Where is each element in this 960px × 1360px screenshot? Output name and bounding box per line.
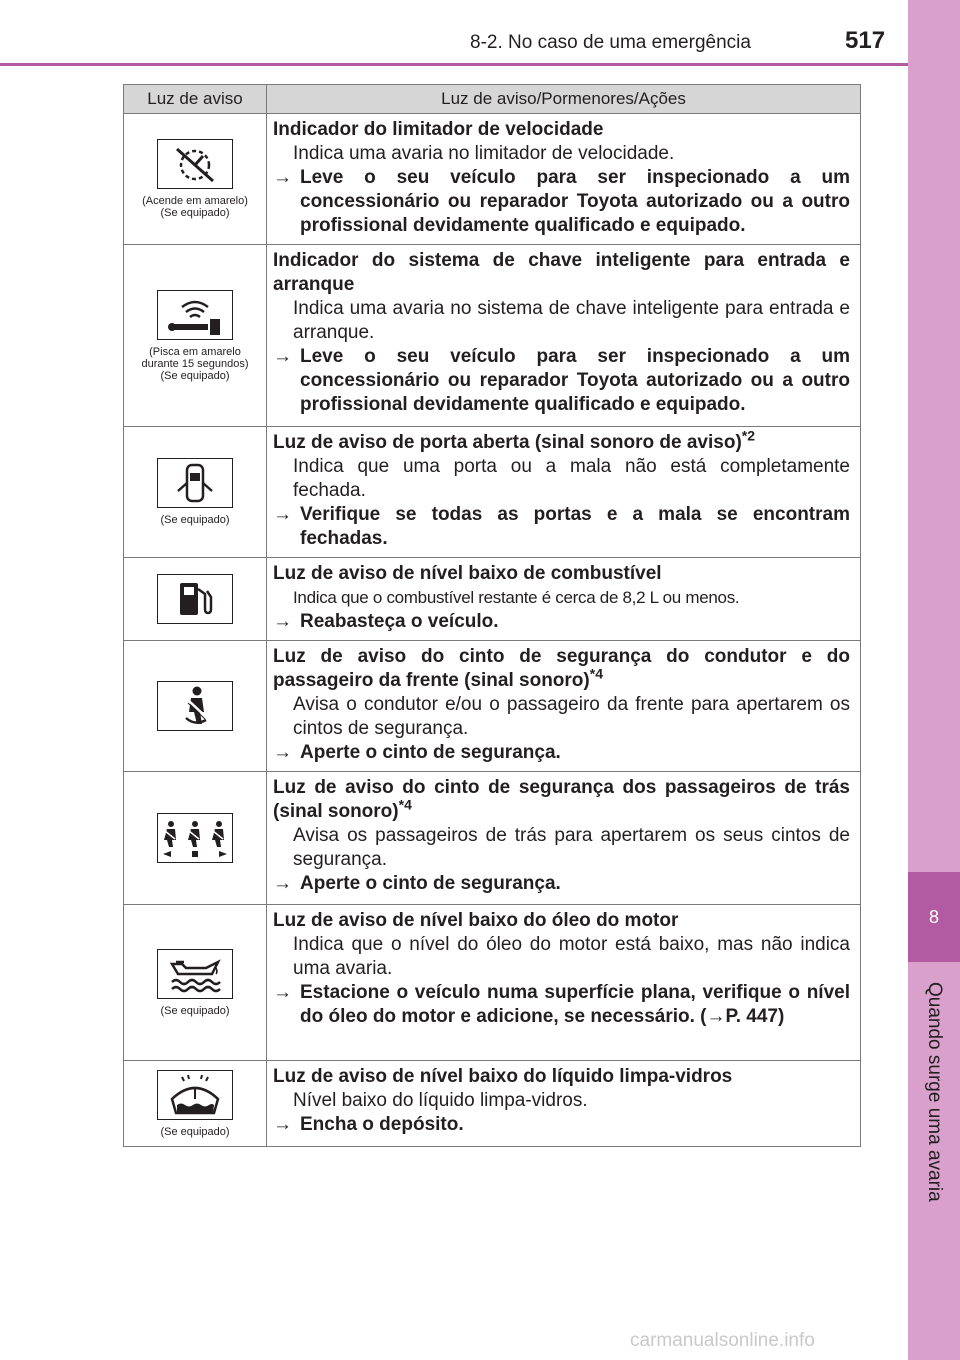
table-row [124,772,861,905]
text-cell [267,427,861,558]
icon-cell [124,245,267,427]
warning-action [273,872,850,896]
oil-level-icon [157,949,233,999]
warning-description: Avisa o condutor e/ou o passageiro da frente para apertarem os cintos de segurança. [293,694,850,739]
warning-title [273,562,850,586]
warning-title-text: Luz de aviso do cinto de segurança dos passageiros de trás (sinal sonoro) [273,777,850,822]
warning-description: Indica uma avaria no sistema de chave inteligente para entrada e arranque. [293,298,850,343]
warning-title [273,776,850,824]
text-cell [267,641,861,772]
speed-limiter-icon [157,139,233,189]
table-row [124,641,861,772]
icon-note-text: (Se equipado) [160,1125,230,1138]
warning-title [273,118,850,142]
icon-cell [124,641,267,772]
icon-note-text: (Se equipado) [160,1004,230,1017]
warning-action-text: Aperte o cinto de segurança. [300,742,561,763]
warning-description: Indica que o nível do óleo do motor está baixo, mas não indica uma avaria. [293,934,850,979]
warning-action-text: Aperte o cinto de segurança. [300,873,561,894]
column-header-details: Luz de aviso/Pormenores/Ações [267,85,861,114]
footnote-marker: *4 [398,796,412,813]
warning-action-text: Verifique se todas as portas e a mala se encontram fechadas. [300,504,850,549]
arrow-icon: → [273,504,292,525]
warning-action-text: Estacione o veículo numa superfície plana, verifique o nível do óleo do motor e adicione, se necessário. (→P. 447) [300,982,850,1027]
table-row [124,245,861,427]
text-cell [267,245,861,427]
warning-description: Nível baixo do líquido limpa-vidros. [293,1090,588,1111]
footnote-marker: *4 [589,665,603,682]
warning-description: Indica que uma porta ou a mala não está completamente fechada. [293,456,850,501]
footnote-marker: *2 [741,427,756,444]
warning-title-text: Indicador do limitador de velocidade [273,119,604,140]
text-cell [267,558,861,641]
icon-note [135,514,255,526]
icon-note [135,1126,255,1138]
warning-action [273,981,850,1029]
washer-fluid-icon [157,1070,233,1120]
arrow-icon: → [273,1114,292,1135]
icon-cell [124,905,267,1061]
watermark: carmanualsonline.info [630,1330,815,1351]
warning-title-text: Luz de aviso de porta aberta (sinal sonoro de aviso) [273,432,742,453]
icon-cell [124,427,267,558]
chapter-number: 8 [928,906,939,927]
column-header-warning-light: Luz de aviso [124,85,267,114]
chapter-title: Quando surge uma avaria [924,982,945,1202]
warning-title-text: Luz de aviso de nível baixo de combustível [273,563,662,584]
warning-action [273,1113,850,1137]
icon-note-text: (Se equipado) [160,514,230,526]
table-row [124,114,861,245]
warning-description: Indica que o combustível restante é cerca de 8,2 L ou menos. [293,588,740,607]
arrow-icon: → [273,167,292,188]
table-row [124,427,861,558]
warning-title-text: Luz de aviso do cinto de segurança do condutor e do passageiro da frente (sinal sonoro) [273,646,850,691]
warning-action-text: Reabasteça o veículo. [300,611,499,632]
warning-action [273,345,850,417]
warning-title [273,645,850,693]
arrow-icon: → [273,611,292,632]
warning-action-text: Leve o seu veículo para ser inspecionado a um concessionário ou reparador Toyota autorizado ou a outro profissional devidamente qualificado e equipado. [300,346,850,415]
warning-description: Avisa os passageiros de trás para apertarem os seus cintos de segurança. [293,825,850,870]
warning-action-text: Leve o seu veículo para ser inspecionado a um concessionário ou reparador Toyota autorizado ou a outro profissional devidamente qualificado e equipado. [300,167,850,236]
text-cell [267,905,861,1061]
icon-note-text: (Acende em amarelo) (Se equipado) [142,195,248,219]
warning-action [273,610,850,634]
arrow-icon: → [273,982,292,1003]
warning-title-text: Luz de aviso de nível baixo do líquido limpa-vidros [273,1066,733,1087]
table-row [124,905,861,1061]
warning-title [273,1065,850,1089]
text-cell [267,114,861,245]
warning-action [273,741,850,765]
warning-title [273,249,850,297]
warning-description: Indica uma avaria no limitador de velocidade. [293,143,675,164]
fuel-pump-icon [157,574,233,624]
warning-action [273,503,850,551]
header-rule [0,63,908,66]
icon-cell [124,1061,267,1147]
text-cell [267,1061,861,1147]
chapter-number-tab [908,872,960,962]
icon-cell [124,114,267,245]
open-door-icon [157,458,233,508]
warning-title [273,427,850,455]
warning-action-text: Encha o depósito. [300,1114,464,1135]
table-header-row [124,85,861,114]
icon-cell [124,772,267,905]
table-row [124,558,861,641]
page-number: 517 [845,27,886,54]
warning-title-text: Luz de aviso de nível baixo do óleo do motor [273,910,679,931]
table-row [124,1061,861,1147]
section-title: 8-2. No caso de uma emergência [470,32,751,53]
warning-title [273,909,850,933]
icon-note [135,195,255,219]
warning-title-text: Indicador do sistema de chave inteligente para entrada e arranque [273,250,850,295]
arrow-icon: → [273,742,292,763]
icon-note [135,346,255,382]
warning-action [273,166,850,238]
arrow-icon: → [273,346,292,367]
icon-note [135,1005,255,1017]
rear-seatbelts-icon [157,813,233,863]
seatbelt-icon [157,681,233,731]
arrow-icon: → [273,873,292,894]
icon-note-text: (Pisca em amarelo durante 15 segundos) (Se equipado) [141,345,249,382]
chapter-title-tab [908,962,960,1222]
warning-lights-table [123,84,861,1147]
icon-cell [124,558,267,641]
text-cell [267,772,861,905]
smart-key-icon [157,290,233,340]
